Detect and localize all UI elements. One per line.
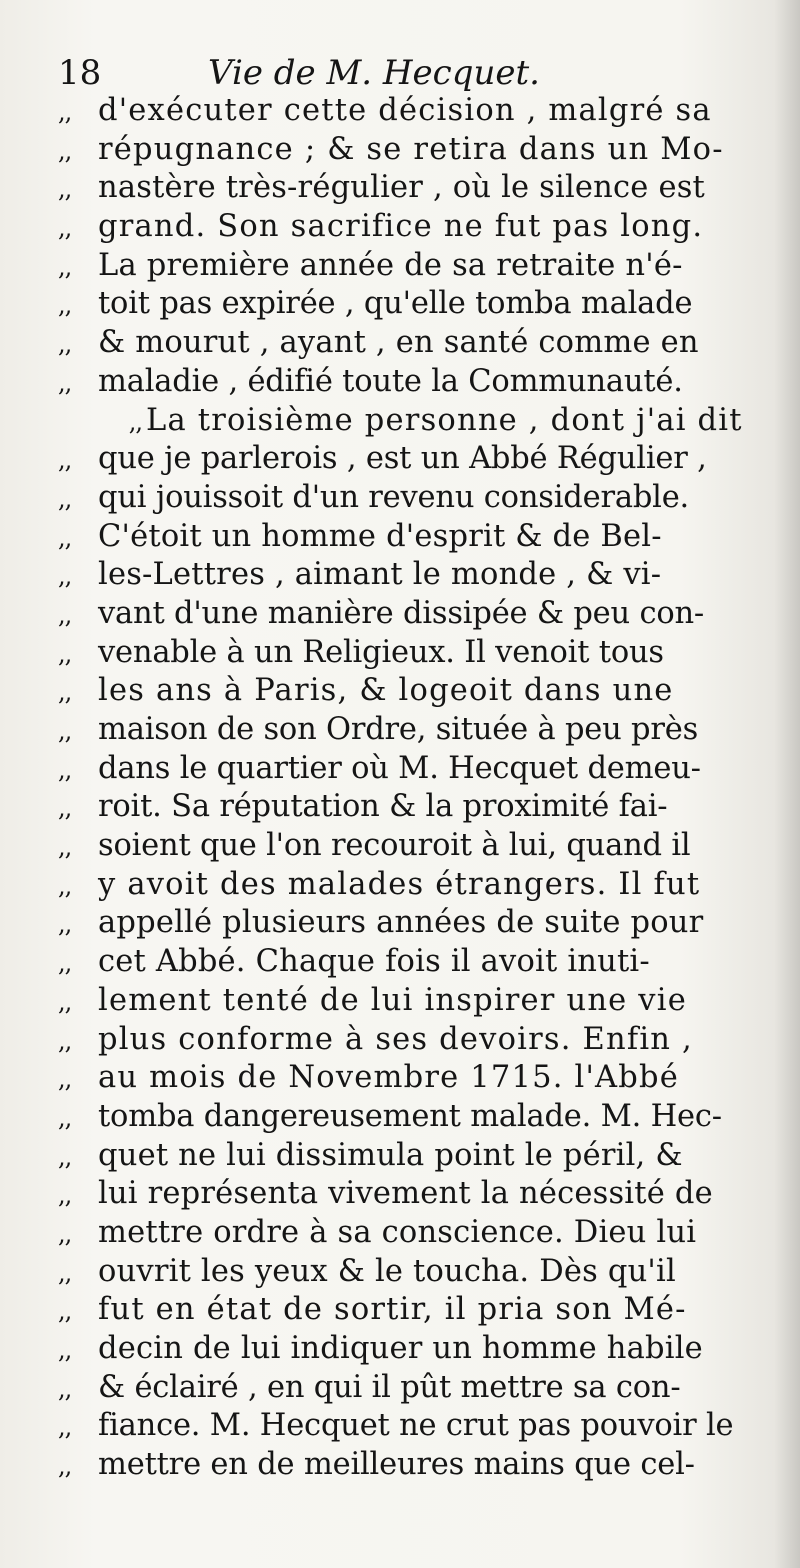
text-line bbox=[58, 943, 738, 982]
line-text: tomba dangereusement malade. M. Hec- bbox=[98, 1098, 722, 1134]
line-text: venable à un Religieux. Il venoit tous bbox=[98, 634, 664, 670]
text-line bbox=[58, 1175, 738, 1214]
text-line bbox=[58, 92, 738, 131]
line-text: qui jouissoit d'un revenu considerable. bbox=[98, 479, 690, 515]
quote-mark: ,, bbox=[58, 794, 72, 823]
line-text: appellé plusieurs années de suite pour bbox=[98, 905, 704, 941]
text-line bbox=[58, 1291, 738, 1330]
line-text: roit. Sa réputation & la proximité fai- bbox=[98, 789, 668, 825]
line-text: & éclairé , en qui il pût mettre sa con- bbox=[98, 1369, 681, 1405]
text-line bbox=[58, 634, 738, 673]
line-text: vant d'une manière dissipée & peu con- bbox=[98, 595, 705, 631]
quote-mark: ,, bbox=[58, 910, 72, 939]
text-line bbox=[58, 169, 738, 208]
text-line bbox=[58, 285, 738, 324]
text-line bbox=[58, 1446, 738, 1485]
text-line bbox=[58, 788, 738, 827]
line-text: plus conforme à ses devoirs. Enfin , bbox=[98, 1021, 693, 1057]
quote-mark: ,, bbox=[58, 523, 72, 552]
text-line bbox=[58, 208, 738, 247]
text-line bbox=[58, 363, 738, 402]
line-text: d'exécuter cette décision , malgré sa bbox=[98, 93, 712, 128]
line-text: & mourut , ayant , en santé comme en bbox=[98, 325, 699, 361]
quote-mark: ,, bbox=[58, 1219, 72, 1248]
quote-mark: ,, bbox=[58, 600, 72, 629]
text-line bbox=[58, 1137, 738, 1176]
quote-mark: ,, bbox=[58, 446, 72, 475]
quote-mark: ,, bbox=[58, 755, 72, 784]
line-text: dans le quartier où M. Hecquet demeu- bbox=[98, 750, 701, 786]
line-text: ouvrit les yeux & le toucha. Dès qu'il bbox=[98, 1253, 676, 1289]
line-text: toit pas expirée , qu'elle tomba malade bbox=[98, 286, 693, 322]
quote-mark: ,, bbox=[58, 368, 72, 397]
quote-mark: ,, bbox=[58, 1103, 72, 1132]
text-line bbox=[58, 866, 738, 905]
text-line bbox=[58, 324, 738, 363]
quote-mark: ,, bbox=[58, 1258, 72, 1287]
line-text: fiance. M. Hecquet ne crut pas pouvoir le bbox=[98, 1408, 734, 1444]
quote-mark: ,, bbox=[58, 833, 72, 862]
text-line bbox=[58, 711, 738, 750]
text-line bbox=[58, 556, 738, 595]
text-line bbox=[58, 1021, 738, 1060]
line-text: lement tenté de lui inspirer une vie bbox=[98, 982, 687, 1018]
quote-mark: ,, bbox=[58, 639, 72, 668]
line-text: mettre ordre à sa conscience. Dieu lui bbox=[98, 1214, 697, 1250]
quote-mark: ,, bbox=[58, 214, 72, 243]
line-text: soient que l'on recouroit à lui, quand il bbox=[98, 828, 691, 864]
quote-mark: ,, bbox=[58, 291, 72, 320]
line-text: les-Lettres , aimant le monde , & vi- bbox=[98, 557, 662, 593]
line-text: au mois de Novembre 1715. l'Abbé bbox=[98, 1060, 679, 1096]
text-line bbox=[58, 518, 738, 557]
quote-mark: ,, bbox=[58, 987, 72, 1016]
line-text: cet Abbé. Chaque fois il avoit inuti- bbox=[98, 944, 650, 980]
line-text: quet ne lui dissimula point le péril, & bbox=[98, 1137, 683, 1173]
line-text: fut en état de sortir, il pria son Mé- bbox=[98, 1292, 687, 1328]
quote-mark: ,, bbox=[58, 717, 72, 745]
quote-mark: ,, bbox=[58, 949, 72, 978]
text-line bbox=[58, 402, 743, 441]
text-line bbox=[58, 750, 738, 789]
text-line bbox=[58, 595, 738, 634]
text-line bbox=[58, 1369, 738, 1408]
quote-mark: ,, bbox=[58, 1413, 72, 1442]
line-text: C'étoit un homme d'esprit & de Bel- bbox=[98, 518, 662, 554]
quote-mark: ,, bbox=[58, 175, 72, 204]
quote-mark: ,, bbox=[58, 871, 72, 900]
text-line bbox=[58, 1214, 738, 1253]
text-line bbox=[58, 982, 738, 1021]
line-text: La troisième personne , dont j'ai dit bbox=[146, 402, 743, 438]
line-text: répugnance ; & se retira dans un Mo- bbox=[98, 131, 724, 167]
quote-mark: ,, bbox=[58, 1181, 72, 1210]
text-line bbox=[58, 827, 738, 866]
line-text: decin de lui indiquer un homme habile bbox=[98, 1331, 703, 1366]
text-line bbox=[58, 1253, 738, 1292]
line-text: maison de son Ordre, située à peu près bbox=[98, 712, 699, 747]
quote-mark: ,, bbox=[58, 1065, 72, 1094]
quote-mark: ,, bbox=[58, 330, 72, 359]
quote-mark: ,, bbox=[58, 1336, 72, 1364]
line-text: les ans à Paris, & logeoit dans une bbox=[98, 673, 674, 709]
line-text: y avoit des malades étrangers. Il fut bbox=[98, 866, 701, 902]
quote-mark: ,, bbox=[58, 1297, 72, 1326]
line-text: lui représenta vivement la nécessité de bbox=[98, 1176, 713, 1212]
quote-mark: ,, bbox=[58, 1374, 72, 1403]
text-line bbox=[58, 247, 738, 286]
quote-mark: ,, bbox=[128, 407, 142, 436]
text-line bbox=[58, 672, 738, 711]
line-text: nastère très-régulier , où le silence est bbox=[98, 170, 706, 206]
page-number: 18 bbox=[58, 53, 102, 93]
text-line bbox=[58, 131, 738, 170]
text-line bbox=[58, 1098, 738, 1137]
quote-mark: ,, bbox=[58, 136, 72, 165]
line-text: que je parlerois , est un Abbé Régulier , bbox=[98, 441, 707, 477]
text-line bbox=[58, 479, 738, 518]
page-gutter-shadow bbox=[774, 0, 800, 1568]
quote-mark: ,, bbox=[58, 678, 72, 707]
text-line bbox=[58, 904, 738, 943]
body-text bbox=[58, 92, 743, 1485]
text-line bbox=[58, 440, 738, 479]
text-line bbox=[58, 1407, 738, 1446]
quote-mark: ,, bbox=[58, 562, 72, 591]
quote-mark: ,, bbox=[58, 98, 72, 126]
quote-mark: ,, bbox=[58, 1142, 72, 1171]
quote-mark: ,, bbox=[58, 1026, 72, 1055]
text-line bbox=[58, 1059, 738, 1098]
line-text: mettre en de meilleures mains que cel- bbox=[98, 1447, 695, 1483]
quote-mark: ,, bbox=[58, 252, 72, 281]
page-header bbox=[58, 48, 748, 98]
line-text: La première année de sa retraite n'é- bbox=[98, 247, 683, 283]
line-text: grand. Son sacrifice ne fut pas long. bbox=[98, 209, 704, 245]
text-line bbox=[58, 1330, 738, 1369]
quote-mark: ,, bbox=[58, 484, 72, 513]
quote-mark: ,, bbox=[58, 1452, 72, 1481]
running-title: Vie de M. Hecquet. bbox=[208, 53, 540, 93]
line-text: maladie , édifié toute la Communauté. bbox=[98, 363, 683, 399]
